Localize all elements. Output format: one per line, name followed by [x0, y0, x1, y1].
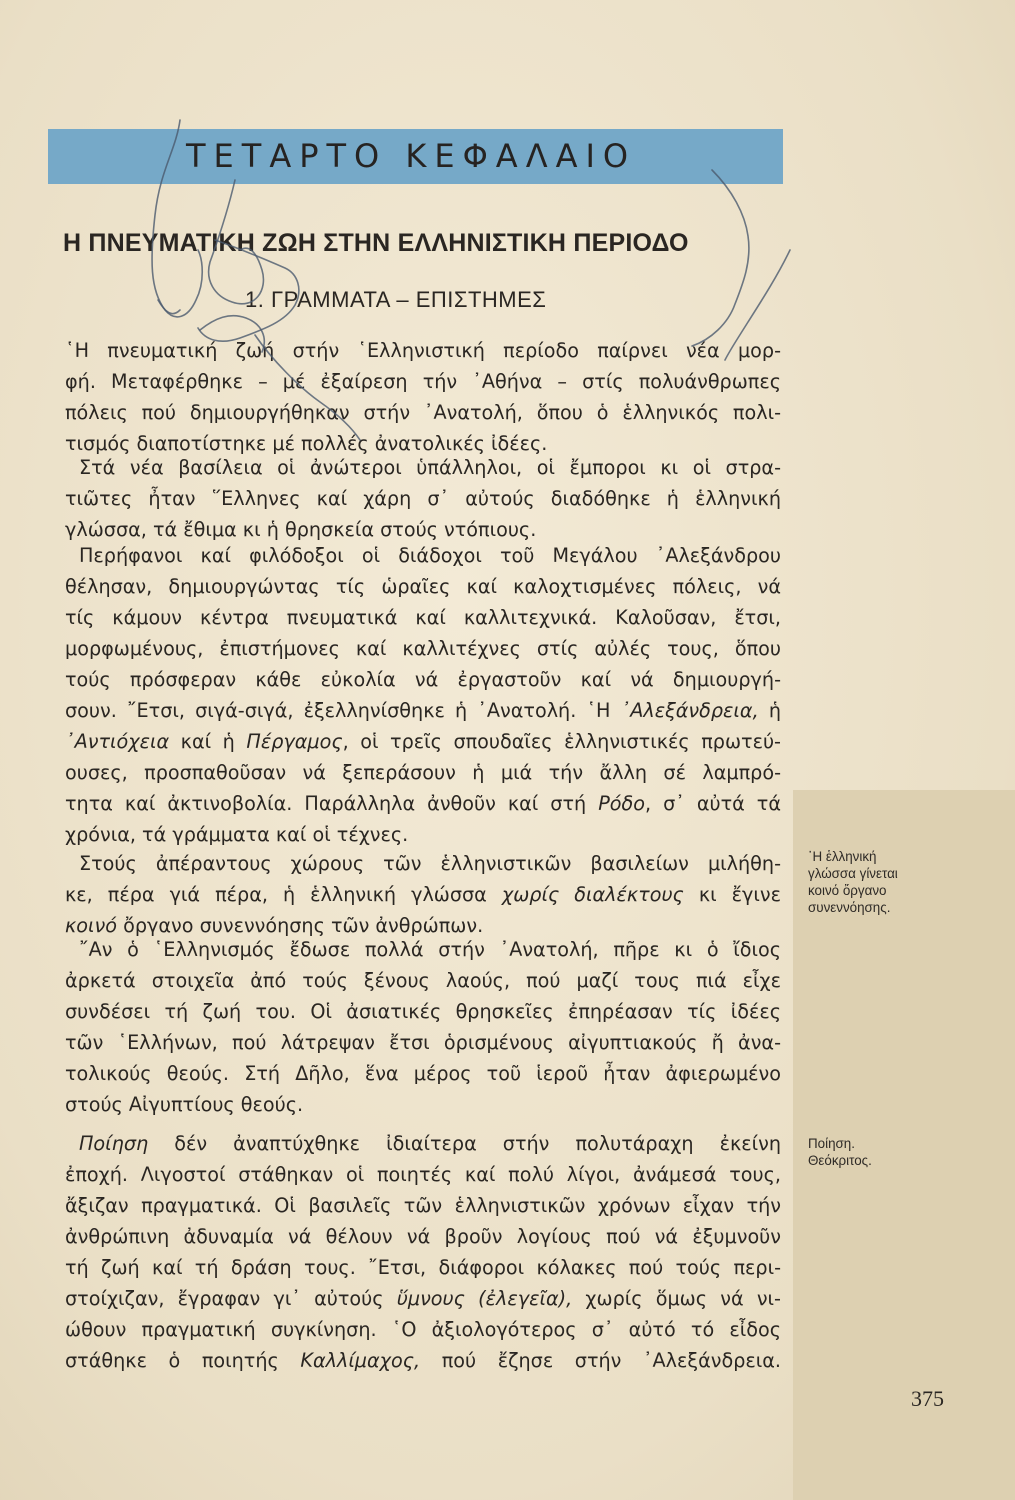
text-line: στούς Αἰγυπτίους θεούς. — [65, 1093, 304, 1116]
text-line: τολικούς θεούς. Στή Δῆλο, ἕνα μέρος τοῦ ἱεροῦ ἦταν ἀφιερωμένο — [65, 1062, 781, 1085]
text-line: μορφωμένους, ἐπιστήμονες καί καλλιτέχνες στίς αὐλές τους, ὅπου — [65, 637, 781, 660]
italic-term: κοινό — [65, 914, 117, 937]
text-span: κε, πέρα γιά πέρα, ἡ ἑλληνική γλώσσα — [65, 883, 487, 906]
text-line: Περήφανοι καί φιλόδοξοι οἱ διάδοχοι τοῦ Μεγάλου ᾿Αλεξάνδρου — [79, 544, 781, 567]
margin-note-line: Θεόκριτος. — [808, 1153, 872, 1168]
italic-term: ᾿Αλεξάνδρεια, — [620, 699, 759, 722]
italic-term: Ρόδο — [598, 792, 645, 815]
pencil-stroke — [255, 335, 360, 440]
text-span: τητα καί ἀκτινοβολία. Παράλληλα ἀνθοῦν καί στή — [65, 792, 587, 815]
italic-term: ᾿Αντιόχεια — [65, 730, 170, 753]
page-number: 375 — [911, 1386, 944, 1411]
margin-note-line: ῾Η ἑλληνική — [808, 849, 877, 864]
text-line: ἐποχή. Λιγοστοί στάθηκαν οἱ ποιητές καί πολύ λίγοι, ἀνάμεσά τους, — [65, 1163, 781, 1186]
chapter-banner-text: ΤΕΤΑΡΤΟ ΚΕΦΑΛΑΙΟ — [186, 137, 637, 175]
italic-term: Καλλίμαχος, — [300, 1349, 421, 1372]
text-line: τῶν ῾Ελλήνων, πού λάτρεψαν ἔτσι ὁρισμένους αἰγυπτιακούς ἤ ἀνα- — [65, 1031, 781, 1054]
text-line: Στούς ἀπέραντους χώρους τῶν ἑλληνιστικῶν βασιλείων μιλήθη- — [79, 852, 781, 875]
section-heading: 1. ΓΡΑΜΜΑΤΑ – ΕΠΙΣΤΗΜΕΣ — [245, 287, 547, 312]
text-span: σουν. ῎Ετσι, σιγά-σιγά, ἐξελληνίσθηκε ἡ ᾿Ανατολή. ῾Η — [65, 699, 611, 722]
pencil-stroke — [692, 170, 749, 346]
text-span: ἡ — [768, 699, 781, 722]
text-span: ὄργανο συνεννόησης τῶν ἀνθρώπων. — [123, 914, 484, 937]
text-line: χρόνια, τά γράμματα καί οἱ τέχνες. — [65, 823, 409, 846]
margin-note-line: Ποίηση. — [808, 1136, 855, 1151]
text-line: φή. Μεταφέρθηκε – μέ ἐξαίρεση τήν ᾿Αθήνα – στίς πολυάνθρωπες — [65, 370, 781, 393]
text-span: καί ἡ — [180, 730, 235, 753]
text-line: ώθουν πραγματική συγκίνηση. ῾Ο ἀξιολογότερος σ᾿ αὐτό τό εἶδος — [65, 1318, 781, 1341]
pencil-stroke — [158, 300, 180, 314]
text-line: ἀνθρώπινη ἀδυναμία νά θέλουν νά βροῦν λογίους πού νά ἐξυμνοῦν — [65, 1225, 781, 1248]
text-line: ουσες, προσπαθοῦσαν νά ξεπεράσουν ἡ μιά τήν ἄλλη σέ λαμπρό- — [65, 761, 781, 784]
text-span: στάθηκε ὁ ποιητής — [65, 1349, 279, 1372]
text-span: , σ᾿ αὐτά τά — [644, 792, 781, 815]
margin-note-line: κοινό ὄργανο — [808, 883, 887, 898]
text-line: γλώσσα, τά ἔθιμα κι ἡ θρησκεία στούς ντόπιους. — [65, 518, 537, 541]
text-span: πού ἔζησε στήν ᾿Αλεξάνδρεια. — [441, 1349, 781, 1372]
text-line: τή ζωή καί τή δράση τους. ῎Ετσι, διάφοροι κόλακες πού τούς περι- — [65, 1256, 781, 1279]
italic-term: χωρίς διαλέκτους — [501, 883, 684, 906]
pencil-stroke — [200, 316, 264, 352]
text-span: κι ἔγινε — [698, 883, 781, 906]
pencil-stroke — [152, 120, 202, 317]
text-span: δέν ἀναπτύχθηκε ἰδιαίτερα στήν πολυτάραχη ἐκείνη — [174, 1132, 781, 1155]
text-line: τούς πρόσφεραν κάθε εὐκολία νά ἐργαστοῦν καί νά δημιουργή- — [65, 668, 781, 691]
margin-note-line: συνεννόησης. — [808, 900, 891, 915]
text-line: ἄξιζαν πραγματικά. Οἱ βασιλεῖς τῶν ἑλληνιστικῶν χρόνων εἶχαν τήν — [65, 1194, 781, 1217]
text-line: ῾Η πνευματική ζωή στήν ῾Ελληνιστική περίοδο παίρνει νέα μορ- — [65, 339, 781, 362]
text-line: θέλησαν, δημιουργώντας τίς ὡραῖες καί καλοχτισμένες πόλεις, νά — [65, 575, 781, 598]
text-line: ἀρκετά στοιχεῖα ἀπό τούς ξένους λαούς, πού μαζί τους πιά εἶχε — [65, 969, 781, 992]
pencil-stroke — [209, 180, 264, 304]
text-line: τισμός διαποτίστηκε μέ πολλές ἀνατολικές ἰδέες. — [65, 432, 548, 455]
chapter-title: Η ΠΝΕΥΜΑΤΙΚΗ ΖΩΗ ΣΤΗΝ ΕΛΛΗΝΙΣΤΙΚΗ ΠΕΡΙΟΔΟ — [63, 229, 689, 257]
text-span: , οἱ τρεῖς σπουδαῖες ἑλληνιστικές πρωτεύ- — [342, 730, 781, 753]
margin-note-line: γλώσσα γίνεται — [808, 866, 898, 881]
italic-term: Πέργαμος — [246, 730, 343, 753]
italic-term: Ποίηση — [79, 1132, 149, 1155]
text-line: Στά νέα βασίλεια οἱ ἀνώτεροι ὑπάλληλοι, οἱ ἔμποροι κι οἱ στρα- — [79, 456, 781, 479]
text-line: τίς κάμουν κέντρα πνευματικά καί καλλιτεχνικά. Καλοῦσαν, ἔτσι, — [65, 606, 781, 629]
italic-term: ὕμνους (ἐλεγεῖα), — [396, 1287, 573, 1310]
text-line: συνδέσει τή ζωή του. Οἱ ἀσιατικές θρησκεῖες ἐπηρέασαν τίς ἰδέες — [65, 1000, 781, 1023]
text-line: ῎Αν ὁ ῾Ελληνισμός ἔδωσε πολλά στήν ᾿Ανατολή, πῆρε κι ὁ ἴδιος — [79, 938, 781, 961]
text-span: στοίχιζαν, ἔγραφαν γι᾿ αὐτούς — [65, 1287, 384, 1310]
text-line: πόλεις πού δημιουργήθηκαν στήν ᾿Ανατολή, ὅπου ὁ ἑλληνικός πολι- — [65, 401, 781, 424]
text-line: τιῶτες ἦταν ῞Ελληνες καί χάρη σ᾿ αὐτούς διαδόθηκε ἡ ἑλληνική — [65, 487, 781, 510]
text-span: χωρίς ὅμως νά νι- — [585, 1287, 781, 1310]
